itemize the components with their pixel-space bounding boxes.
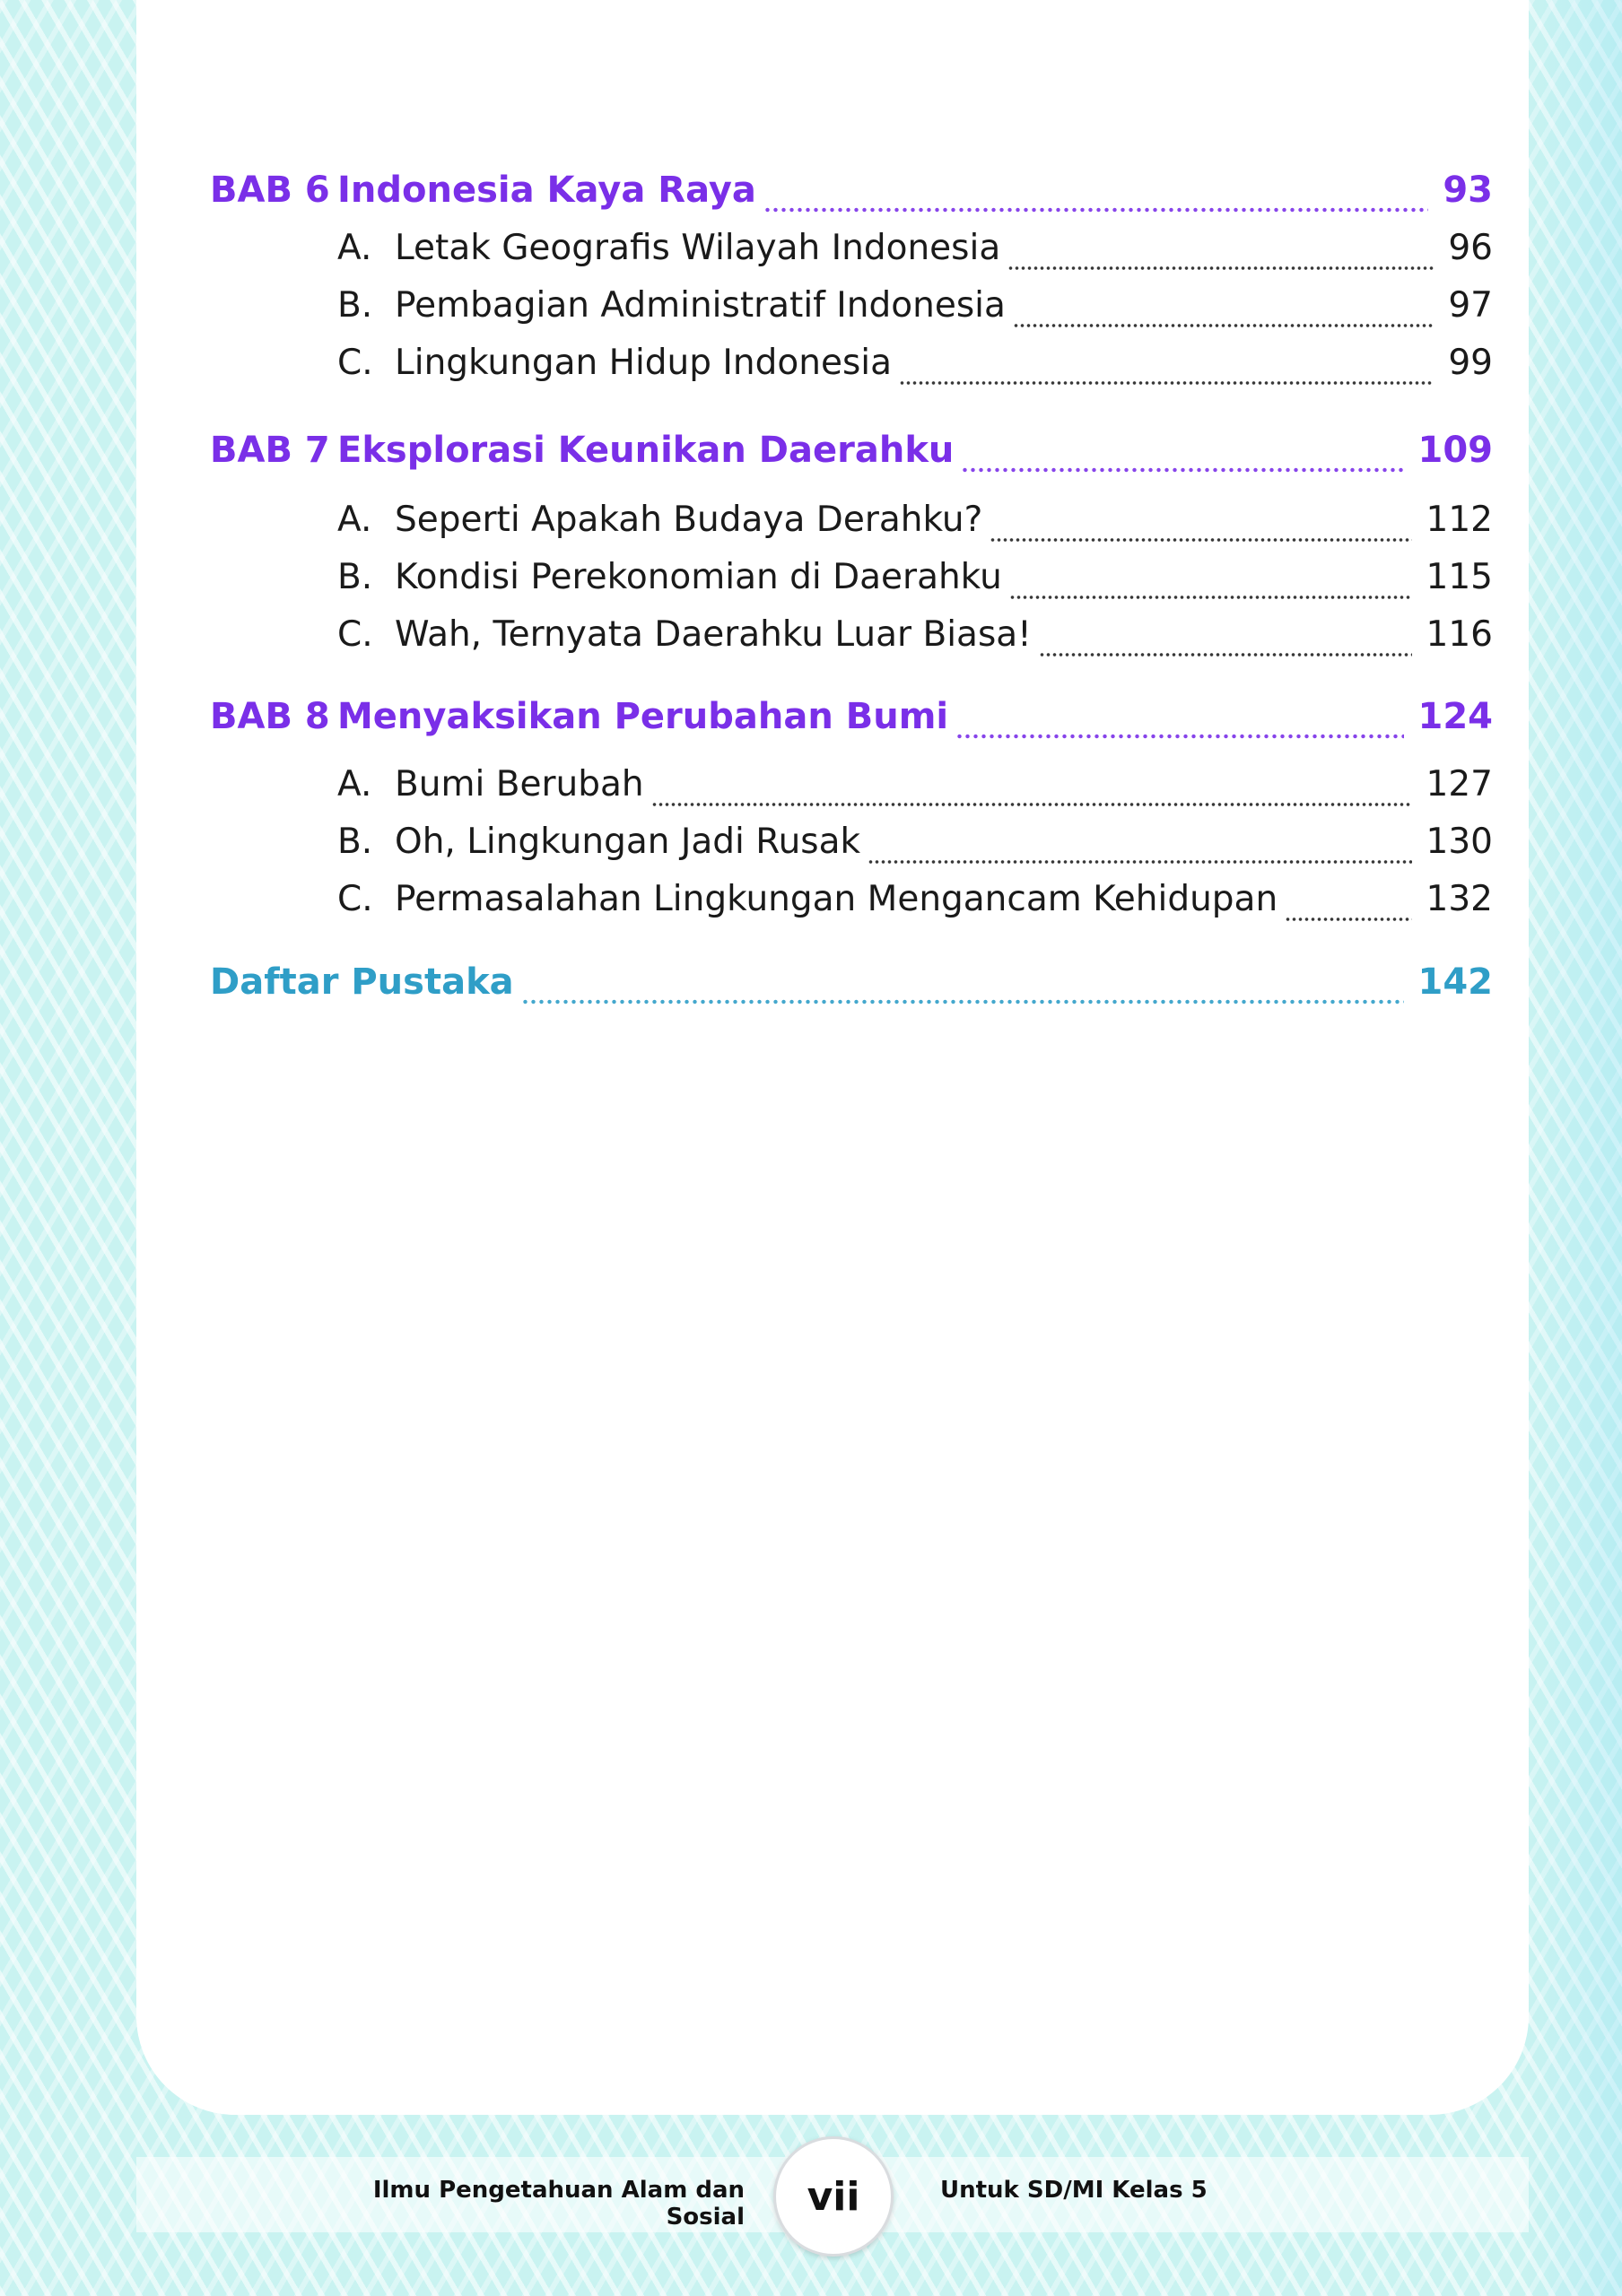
chapter-page: 93 [1443, 170, 1493, 211]
toc-chapter-7[interactable] [210, 430, 1493, 480]
item-title: Kondisi Perekonomian di Daerahku [395, 557, 1002, 597]
dot-leader [521, 994, 1404, 1004]
toc-item-6c[interactable] [337, 343, 1493, 393]
dot-leader [651, 796, 1412, 807]
dot-leader [961, 462, 1403, 473]
item-page: 115 [1426, 557, 1493, 597]
chapter-page: 124 [1417, 696, 1493, 737]
dot-leader [763, 202, 1428, 213]
toc-references[interactable] [210, 961, 1493, 1012]
item-page: 97 [1448, 285, 1493, 326]
item-title: Letak Geografis Wilayah Indonesia [395, 228, 1001, 268]
toc-item-7b[interactable] [337, 557, 1493, 607]
item-page: 127 [1426, 764, 1493, 804]
item-page: 99 [1448, 343, 1493, 383]
chapter-title: Eksplorasi Keunikan Daerahku [337, 430, 955, 471]
footer-audience: Untuk SD/MI Kelas 5 [940, 2177, 1208, 2204]
item-title: Pembagian Administratif Indonesia [395, 285, 1006, 326]
chapter-number: BAB 6 [210, 170, 330, 211]
item-title: Bumi Berubah [395, 764, 644, 804]
item-page: 132 [1426, 879, 1493, 919]
dot-leader [1009, 589, 1412, 600]
item-letter: A. [337, 764, 372, 804]
item-page: 112 [1426, 500, 1493, 540]
item-letter: B. [337, 822, 373, 862]
item-letter: B. [337, 285, 373, 326]
item-letter: B. [337, 557, 373, 597]
item-title: Oh, Lingkungan Jadi Rusak [395, 822, 861, 862]
item-page: 96 [1448, 228, 1493, 268]
item-letter: C. [337, 879, 373, 919]
dot-leader [990, 532, 1411, 543]
references-title: Daftar Pustaka [210, 961, 514, 1003]
page-number-badge: vii [773, 2136, 894, 2257]
item-page: 116 [1426, 614, 1493, 655]
item-title: Lingkungan Hidup Indonesia [395, 343, 893, 383]
toc-item-7c[interactable] [337, 614, 1493, 665]
item-letter: A. [337, 228, 372, 268]
toc-item-6b[interactable] [337, 285, 1493, 335]
toc-chapter-6[interactable] [210, 170, 1493, 220]
dot-leader [868, 854, 1411, 865]
item-page: 130 [1426, 822, 1493, 862]
chapter-title: Menyaksikan Perubahan Bumi [337, 696, 949, 737]
item-letter: C. [337, 614, 373, 655]
chapter-number: BAB 7 [210, 430, 330, 471]
dot-leader [1285, 911, 1411, 922]
toc-chapter-8[interactable] [210, 696, 1493, 746]
dot-leader [955, 728, 1403, 739]
toc-item-8c[interactable] [337, 879, 1493, 929]
toc-item-6a[interactable] [337, 228, 1493, 278]
item-title: Permasalahan Lingkungan Mengancam Kehidupan [395, 879, 1278, 919]
item-letter: C. [337, 343, 373, 383]
item-letter: A. [337, 500, 372, 540]
chapter-page: 109 [1417, 430, 1493, 471]
dot-leader [1039, 647, 1412, 657]
item-title: Seperti Apakah Budaya Derahku? [395, 500, 983, 540]
dot-leader [1013, 317, 1434, 328]
chapter-title: Indonesia Kaya Raya [337, 170, 756, 211]
toc-item-7a[interactable] [337, 500, 1493, 550]
references-page: 142 [1417, 961, 1493, 1003]
footer-book-title: Ilmu Pengetahuan Alam dan Sosial [372, 2177, 745, 2231]
item-title: Wah, Ternyata Daerahku Luar Biasa! [395, 614, 1032, 655]
chapter-number: BAB 8 [210, 696, 330, 737]
toc-item-8b[interactable] [337, 822, 1493, 872]
dot-leader [1007, 260, 1434, 271]
toc-item-8a[interactable] [337, 764, 1493, 814]
dot-leader [899, 375, 1434, 386]
